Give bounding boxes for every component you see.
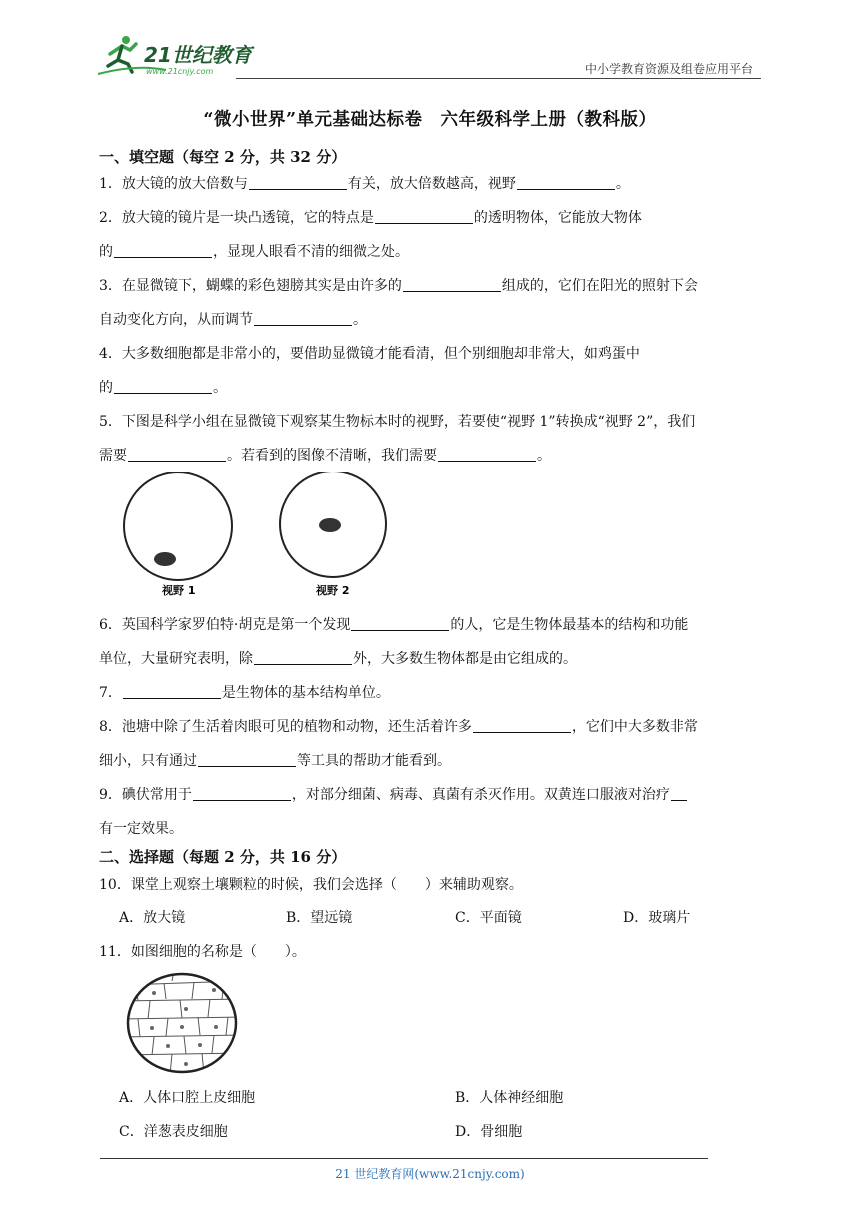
question-5-cont: 需要 。若看到的图像不清晰，我们需要 。 — [99, 448, 551, 464]
answer-blank[interactable] — [473, 718, 571, 733]
answer-blank[interactable] — [375, 209, 473, 224]
option-c[interactable]: C．平面镜 — [455, 910, 522, 926]
question-8: 8．池塘中除了生活着肉眼可见的植物和动物，还生活着许多 ，它们中大多数非常 — [99, 719, 698, 735]
question-4: 4．大多数细胞都是非常小的，要借助显微镜才能看清，但个别细胞却非常大，如鸡蛋中 — [99, 346, 640, 362]
answer-blank[interactable] — [198, 752, 296, 767]
section-1-heading: 一、填空题（每空 2 分，共 32 分） — [99, 148, 347, 166]
view-2-specimen — [319, 518, 341, 532]
section-2-heading: 二、选择题（每题 2 分，共 16 分） — [99, 848, 347, 866]
answer-blank[interactable] — [128, 447, 226, 462]
answer-blank[interactable] — [193, 786, 291, 801]
answer-blank[interactable] — [114, 243, 212, 258]
view-1-circle — [124, 472, 232, 580]
answer-blank[interactable] — [403, 277, 501, 292]
question-7: 7． 是生物体的基本结构单位。 — [99, 685, 390, 701]
header-divider — [236, 78, 761, 79]
answer-blank[interactable] — [249, 175, 347, 190]
answer-blank[interactable] — [438, 447, 536, 462]
option-d[interactable]: D．玻璃片 — [623, 910, 691, 926]
option-b[interactable]: B．望远镜 — [286, 910, 353, 926]
runner-logo-icon — [96, 34, 266, 78]
question-2-cont: 的 ，显现人眼看不清的细微之处。 — [99, 244, 409, 260]
question-2: 2．放大镜的镜片是一块凸透镜，它的特点是 的透明物体，它能放大物体 — [99, 210, 642, 226]
footer-divider — [100, 1158, 708, 1159]
view-1-specimen — [154, 552, 176, 566]
answer-blank[interactable] — [123, 684, 221, 699]
question-9: 9．碘伏常用于 ，对部分细菌、病毒、真菌有杀灭作用。双黄连口服液对治疗 — [99, 784, 688, 804]
option-b[interactable]: B．人体神经细胞 — [455, 1090, 564, 1106]
answer-blank[interactable] — [517, 175, 615, 190]
page-title: “微小世界”单元基础达标卷 六年级科学上册（教科版） — [203, 110, 657, 130]
option-c[interactable]: C．洋葱表皮细胞 — [119, 1124, 228, 1140]
footer-link[interactable]: 21 世纪教育网(www.21cnjy.com) — [335, 1167, 525, 1181]
logo-url-text: www.21cnjy.com — [146, 67, 214, 76]
question-6: 6．英国科学家罗伯特·胡克是第一个发现 的人，它是生物体最基本的结构和功能 — [99, 617, 689, 633]
view-2-label: 视野 2 — [316, 584, 350, 597]
question-11: 11．如图细胞的名称是（ ）。 — [99, 944, 306, 960]
question-1: 1．放大镜的放大倍数与 有关，放大倍数越高，视野 。 — [99, 176, 630, 192]
option-a[interactable]: A．人体口腔上皮细胞 — [119, 1090, 256, 1106]
view-1-label: 视野 1 — [162, 584, 196, 597]
option-d[interactable]: D．骨细胞 — [455, 1124, 523, 1140]
answer-blank[interactable] — [254, 650, 352, 665]
question-6-cont: 单位，大量研究表明，除 外，大多数生物体都是由它组成的。 — [99, 651, 577, 667]
logo-main-text: 21世纪教育 — [144, 43, 252, 67]
platform-name: 中小学教育资源及组卷应用平台 — [584, 62, 753, 76]
answer-blank[interactable] — [351, 616, 449, 631]
microscope-views-figure — [118, 472, 428, 606]
site-logo — [96, 34, 266, 82]
page-header — [96, 34, 761, 80]
question-8-cont: 细小，只有通过 等工具的帮助才能看到。 — [99, 753, 451, 769]
question-9-cont: 有一定效果。 — [99, 821, 183, 837]
answer-blank[interactable] — [671, 786, 687, 801]
question-3-cont: 自动变化方向，从而调节 。 — [99, 312, 367, 328]
question-5: 5．下图是科学小组在显微镜下观察某生物标本时的视野，若要使“视野 1”转换成“视野 2”，我们 — [99, 414, 696, 430]
option-a[interactable]: A．放大镜 — [119, 910, 186, 926]
cell-view-circle — [128, 974, 236, 1072]
answer-blank[interactable] — [114, 379, 212, 394]
question-3: 3．在显微镜下，蝴蝶的彩色翅膀其实是由许多的 组成的，它们在阳光的照射下会 — [99, 278, 698, 294]
answer-blank[interactable] — [254, 311, 352, 326]
question-4-cont: 的 。 — [99, 380, 227, 396]
cell-figure — [124, 971, 240, 1079]
question-10: 10．课堂上观察土壤颗粒的时候，我们会选择（ ）来辅助观察。 — [99, 877, 523, 893]
